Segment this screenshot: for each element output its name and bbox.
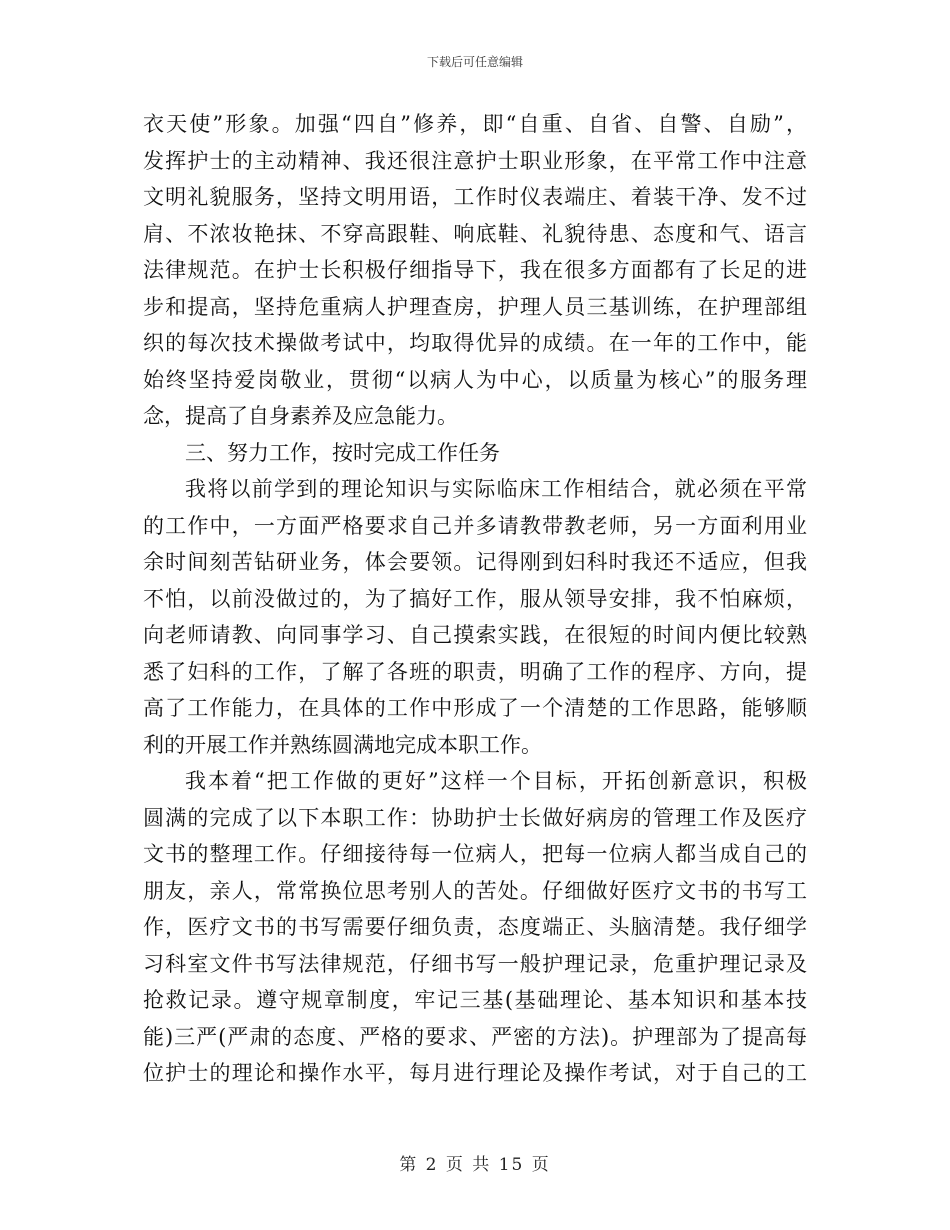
text-line: 步和提高，坚持危重病人护理查房，护理人员三基训练，在护理部组 xyxy=(143,294,807,319)
text-line: 我本着“把工作做的更好”这样一个目标，开拓创新意识，积极 xyxy=(185,769,807,793)
text-line: 文书的整理工作。仔细接待每一位病人，把每一位病人都当成自己的 xyxy=(143,842,807,866)
text-line: 作，医疗文书的书写需要仔细负责，态度端正、头脑清楚。我仔细学 xyxy=(143,915,807,939)
text-line: 高了工作能力，在具体的工作中形成了一个清楚的工作思路，能够顺 xyxy=(143,696,807,720)
text-line: 位护士的理论和操作水平，每月进行理论及操作考试，对于自己的工 xyxy=(143,1061,807,1085)
text-line: 始终坚持爱岗敬业，贯彻“以病人为中心，以质量为核心”的服务理 xyxy=(143,367,807,392)
text-line: 利的开展工作并熟练圆满地完成本职工作。 xyxy=(143,732,542,757)
text-line: 悉了妇科的工作，了解了各班的职责，明确了工作的程序、方向，提 xyxy=(143,659,807,684)
text-line: 的工作中，一方面严格要求自己并多请教带教老师，另一方面利用业 xyxy=(143,513,807,538)
text-line: 发挥护士的主动精神、我还很注意护士职业形象，在平常工作中注意 xyxy=(143,148,807,173)
page-header: 下载后可任意编辑 xyxy=(426,55,523,69)
text-line: 能)三严(严肃的态度、严格的要求、严密的方法)。护理部为了提高每 xyxy=(143,1024,807,1049)
document-body xyxy=(143,106,807,1092)
text-line: 我将以前学到的理论知识与实际临床工作相结合，就必须在平常 xyxy=(185,477,807,501)
page-footer: 第 2 页 共 15 页 xyxy=(399,1155,551,1175)
text-line: 习科室文件书写法律规范，仔细书写一般护理记录，危重护理记录及 xyxy=(143,951,807,976)
text-line: 法律规范。在护士长积极仔细指导下，我在很多方面都有了长足的进 xyxy=(143,258,807,282)
text-line: 余时间刻苦钻研业务，体会要领。记得刚到妇科时我还不适应，但我 xyxy=(143,550,807,574)
text-line: 衣天使”形象。加强“四自”修养，即“自重、自省、自警、自励”， xyxy=(143,112,807,136)
text-line: 不怕，以前没做过的，为了搞好工作，服从领导安排，我不怕麻烦， xyxy=(143,586,807,611)
text-line: 文明礼貌服务，坚持文明用语，工作时仪表端庄、着装干净、发不过 xyxy=(143,185,807,209)
text-line: 肩、不浓妆艳抹、不穿高跟鞋、响底鞋、礼貌待患、态度和气、语言 xyxy=(143,221,807,246)
text-line: 向老师请教、向同事学习、自己摸索实践，在很短的时间内便比较熟 xyxy=(143,623,807,647)
text-line: 圆满的完成了以下本职工作：协助护士长做好病房的管理工作及医疗 xyxy=(143,805,807,830)
text-line: 抢救记录。遵守规章制度，牢记三基(基础理论、基本知识和基本技 xyxy=(143,988,807,1012)
text-line: 念，提高了自身素养及应急能力。 xyxy=(143,404,458,428)
text-line: 朋友，亲人，常常换位思考别人的苦处。仔细做好医疗文书的书写工 xyxy=(143,878,807,903)
text-line: 三、努力工作，按时完成工作任务 xyxy=(185,440,500,465)
text-line: 织的每次技术操做考试中，均取得优异的成绩。在一年的工作中，能 xyxy=(143,331,807,355)
